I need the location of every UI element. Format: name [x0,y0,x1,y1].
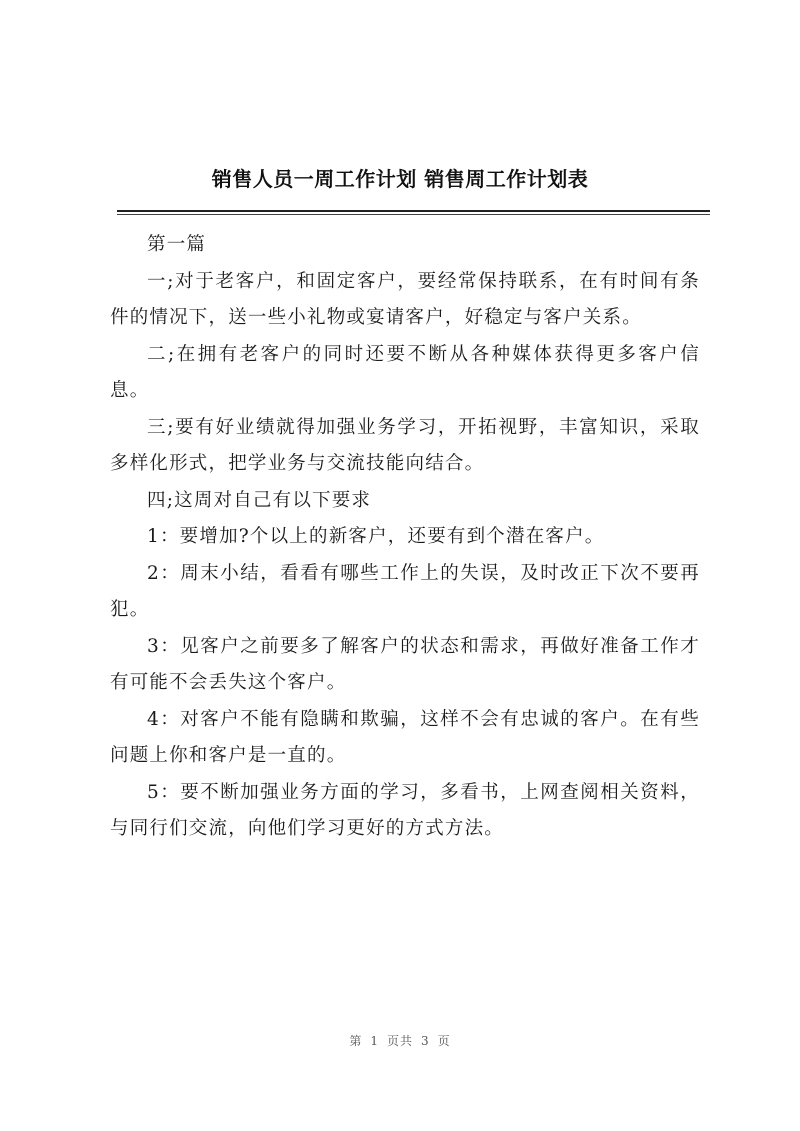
document-body [110,227,700,848]
paragraph: 第一篇 [147,234,207,255]
paragraph: 一;对于老客户，和固定客户，要经常保持联系，在有时间有条件的情况下，送一些小礼物或宴请客户，好稳定与客户关系。 [110,270,700,328]
footer-middle: 页共 [386,1034,413,1048]
paragraph: 四;这周对自己有以下要求 [147,489,372,511]
document-title: 销售人员一周工作计划 销售周工作计划表 [211,167,589,191]
title-rule-thick [117,210,710,212]
paragraph: 1：要增加?个以上的新客户，还要有到个潜在客户。 [147,526,605,547]
footer-prefix: 第 [349,1034,363,1048]
paragraph: 三;要有好业绩就得加强业务学习，开拓视野，丰富知识，采取多样化形式，把学业务与交流技能向结合。 [110,416,700,474]
paragraph: 3：见客户之前要多了解客户的状态和需求，再做好准备工作才有可能不会丢失这个客户。 [110,635,700,693]
title-rule-thin [117,214,710,215]
page-footer [0,1032,800,1049]
footer-page-number: 1 [370,1034,379,1048]
footer-page-total: 3 [421,1034,430,1048]
paragraph: 5：要不断加强业务方面的学习，多看书，上网查阅相关资料，与同行们交流，向他们学习更好的方式方法。 [110,781,700,839]
paragraph: 二;在拥有老客户的同时还要不断从各种媒体获得更多客户信息。 [110,343,700,401]
paragraph: 2：周末小结，看看有哪些工作上的失误，及时改正下次不要再犯。 [110,562,700,620]
paragraph: 4：对客户不能有隐瞒和欺骗，这样不会有忠诚的客户。在有些问题上你和客户是一直的。 [110,708,700,766]
footer-suffix: 页 [437,1034,451,1048]
